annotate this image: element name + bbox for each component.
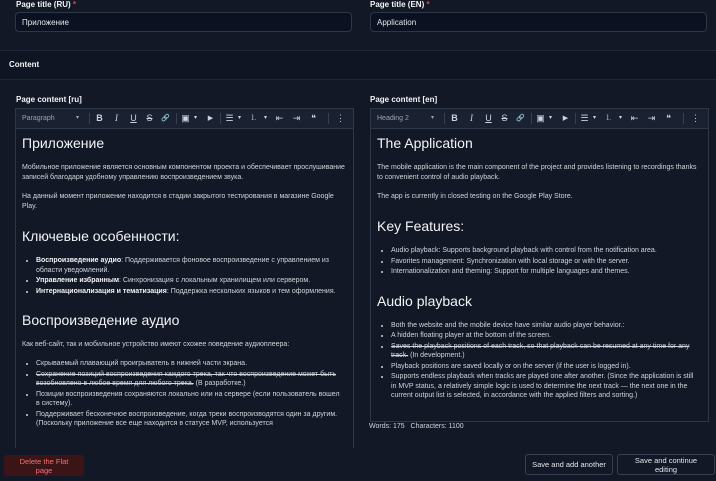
content-heading: Воспроизведение аудио — [22, 312, 180, 328]
required-mark: * — [426, 0, 430, 9]
toolbar-separator — [89, 113, 90, 124]
list-item: • Audio playback: Supports background playback with control from the notification area. — [391, 246, 700, 256]
features-list — [22, 256, 345, 296]
list-item — [391, 362, 700, 372]
image-icon[interactable]: ▣ — [536, 113, 545, 123]
indent-icon[interactable]: ⇥ — [647, 113, 656, 123]
toolbar-separator — [328, 113, 329, 124]
save-and-add-another-button[interactable]: Save and add another — [525, 454, 613, 475]
content-paragraph: Мобильное приложение является основным компонентом проекта и обеспечивает прослушивание записей благодаря удобному управлению воспроизведением звука. — [22, 164, 345, 181]
content-en-label: Page content [en] — [370, 95, 438, 104]
chevron-down-icon[interactable]: ▾ — [263, 115, 267, 121]
list-item-bold: Интернационализация и тематизация — [36, 287, 167, 295]
toolbar-separator — [683, 113, 684, 124]
title-en-input[interactable] — [370, 12, 707, 32]
list-item — [36, 256, 345, 275]
content-paragraph: Как веб-сайт, так и мобильное устройство имеют схожее поведение аудиоплеера: — [22, 341, 290, 348]
bold-icon[interactable]: B — [451, 113, 458, 123]
character-count: Characters: 1100 — [410, 423, 464, 430]
list-item — [36, 370, 345, 389]
title-en-label-text: Page title (EN) — [370, 0, 425, 9]
editor-ru-toolbar — [16, 109, 353, 129]
list-item: • Favorites management: Synchronization with local storage or with the server. — [391, 257, 700, 267]
content-heading: Audio playback — [377, 292, 472, 309]
action-footer — [0, 448, 716, 481]
italic-icon[interactable]: I — [470, 113, 473, 123]
blockquote-icon[interactable]: ❝ — [311, 113, 316, 123]
list-item-bold: Управление избранным — [36, 277, 120, 284]
content-heading: Ключевые особенности: — [22, 228, 180, 244]
title-ru-label-text: Page title (RU) — [16, 0, 71, 9]
list-item-text: Both the website and the mobile device have similar audio player behavior.: — [391, 321, 625, 329]
strikethrough-icon[interactable]: S — [501, 113, 508, 123]
italic-icon[interactable]: I — [115, 113, 118, 123]
outdent-icon[interactable]: ⇤ — [275, 113, 284, 123]
list-item-text: : Поддерживается фоновое воспроизведение с управлением из области уведомлений. — [36, 257, 329, 274]
toolbar-separator — [444, 113, 445, 124]
toolbar-separator — [220, 113, 221, 124]
content-ru-label: Page content [ru] — [16, 95, 82, 104]
list-item-text: Скрываемый плавающий проигрыватель в нижней части экрана. — [36, 360, 248, 367]
editor-en — [370, 108, 709, 422]
outdent-icon[interactable]: ⇤ — [630, 113, 639, 123]
chevron-down-icon: ▾ — [431, 115, 435, 121]
link-icon[interactable]: 🔗 — [516, 115, 525, 122]
list-item — [391, 321, 700, 331]
toolbar-separator — [531, 113, 532, 124]
list-item-bold: Воспроизведение аудио — [36, 257, 122, 264]
list-item — [391, 372, 700, 401]
list-item-text: A hidden floating player at the bottom of the screen. — [391, 332, 551, 339]
chevron-down-icon[interactable]: ▾ — [237, 115, 241, 121]
list-item — [391, 331, 700, 341]
more-options-icon[interactable]: ⋮ — [336, 113, 345, 123]
content-heading: The Application — [377, 135, 473, 151]
list-item-text: : Поддержка нескольких языков и тем оформления. — [166, 287, 336, 295]
save-and-continue-button[interactable]: Save and continue editing — [617, 454, 715, 475]
section-title: Content — [9, 60, 40, 69]
strikethrough-icon[interactable]: S — [146, 113, 153, 123]
audio-list — [22, 359, 345, 429]
indent-icon[interactable]: ⇥ — [292, 113, 301, 123]
word-count: Words: 175 — [369, 423, 405, 430]
image-icon[interactable]: ▣ — [181, 113, 190, 123]
content-heading: Приложение — [22, 135, 105, 151]
chevron-down-icon[interactable]: ▾ — [193, 115, 197, 121]
list-item-text: Playback positions are saved locally or on the server (if the user is logged in). — [391, 362, 631, 370]
list-item — [391, 342, 700, 361]
required-mark: * — [72, 0, 77, 9]
content-paragraph: На данный момент приложение находится в стадии закрытого тестирования в магазине Google Play. — [22, 193, 334, 210]
block-style-select[interactable]: Heading 2 — [377, 115, 409, 122]
list-item — [36, 410, 345, 429]
list-item-strike: Сохранение позиций воспроизведения каждого трека, так что воспроизведение может быть возобновлено в любое время для любого трека. — [36, 370, 336, 387]
content-heading: Key Features: — [377, 218, 465, 234]
title-en-label — [370, 0, 430, 9]
editor-ru — [15, 108, 354, 452]
audio-list — [377, 321, 700, 401]
content-section-header — [0, 50, 716, 80]
editor-en-toolbar — [371, 109, 708, 129]
blockquote-icon[interactable]: ❝ — [666, 113, 671, 123]
underline-icon[interactable]: U — [485, 113, 492, 123]
more-options-icon[interactable]: ⋮ — [691, 113, 700, 123]
video-icon[interactable]: ▶ — [562, 115, 569, 122]
content-paragraph: The app is currently in closed testing on the Google Play Store. — [377, 193, 573, 200]
list-item-text: Позиции воспроизведения сохраняются локально или на сервере (если пользователь вошел в систему). — [36, 390, 340, 407]
toolbar-separator — [575, 113, 576, 124]
word-count-status — [369, 423, 464, 430]
editor-ru-content[interactable] — [22, 135, 345, 439]
list-item-text: (In development.) — [408, 352, 465, 359]
chevron-down-icon: ▾ — [76, 115, 80, 121]
chevron-down-icon[interactable]: ▾ — [592, 115, 596, 121]
list-item-text: : Синхронизация с локальным хранилищем или сервером. — [119, 277, 311, 284]
numbered-list-icon[interactable]: ⒈ — [605, 115, 612, 122]
list-item-text: Поддерживает бесконечное воспроизведение, когда треки воспроизводятся один за другим. (Поскольку приложение все еще находится в статусе MVP, используется — [36, 410, 338, 427]
video-icon[interactable]: ▶ — [207, 115, 214, 122]
link-icon[interactable]: 🔗 — [161, 115, 170, 122]
content-paragraph: The mobile application is the main component of the project and provides listening to recordings thanks to convenient control of audio playback. — [377, 164, 697, 181]
block-style-select[interactable]: Paragraph — [22, 115, 55, 122]
bulleted-list-icon[interactable]: ☰ — [225, 113, 234, 123]
list-item-text: (В разработке.) — [193, 380, 246, 387]
editor-en-content[interactable] — [377, 135, 700, 411]
delete-button[interactable]: Delete the Flat page — [4, 455, 84, 476]
list-item-text: Supports endless playback when tracks are played one after another. (Since the application is still in MVP status, a relatively simple logic is used to determine the next track — the next one in the current output list is selected, in accordance with the applied filters and sorting.) — [391, 373, 694, 399]
list-item: • Internationalization and theming: Support for multiple languages and themes. — [391, 267, 700, 277]
chevron-down-icon[interactable]: ▾ — [618, 115, 622, 121]
features-list — [377, 246, 700, 277]
title-ru-label — [16, 0, 76, 9]
title-ru-input[interactable] — [15, 12, 352, 32]
list-item — [36, 390, 345, 409]
toolbar-separator — [176, 113, 177, 124]
numbered-list-icon[interactable]: ⒈ — [250, 115, 257, 122]
list-item-strike: Saves the playback positions of each track, so that playback can be resumed at any time for any track. — [391, 342, 690, 359]
chevron-down-icon[interactable]: ▾ — [548, 115, 552, 121]
bold-icon[interactable]: B — [96, 113, 103, 123]
list-item — [36, 359, 345, 369]
list-item — [36, 287, 345, 297]
underline-icon[interactable]: U — [130, 113, 137, 123]
bulleted-list-icon[interactable]: ☰ — [580, 113, 589, 123]
list-item — [36, 276, 345, 286]
